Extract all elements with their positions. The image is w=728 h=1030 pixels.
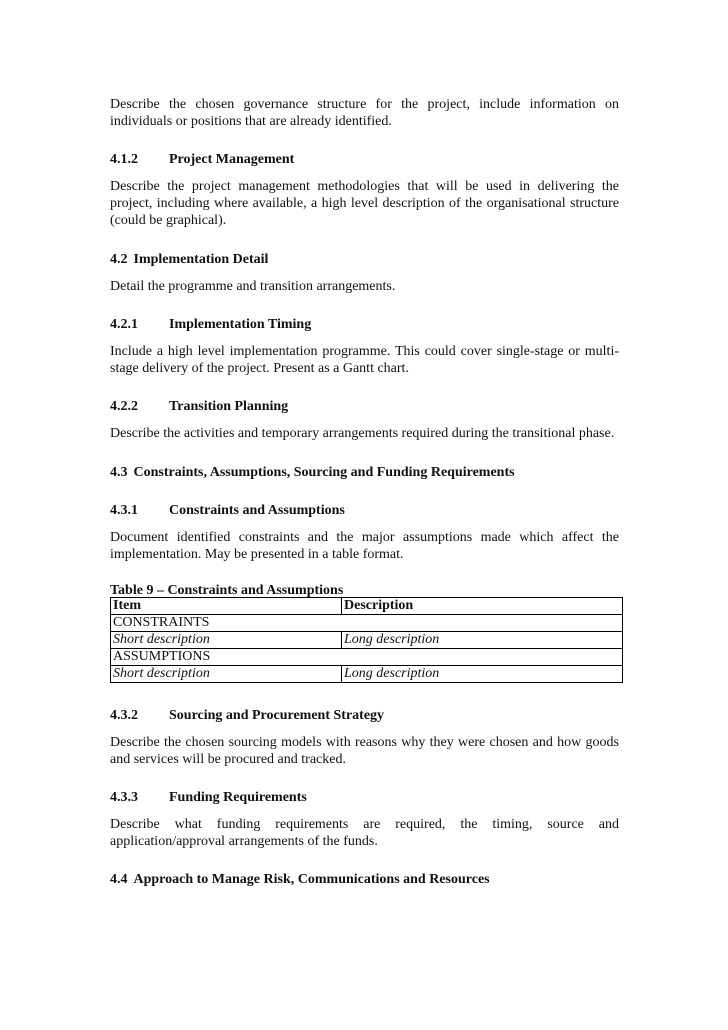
heading-title: Funding Requirements — [169, 790, 307, 805]
heading-title: Transition Planning — [169, 399, 289, 414]
heading-4-2 — [110, 251, 619, 268]
heading-number: 4.1.2 — [110, 152, 138, 167]
heading-4-4 — [110, 871, 619, 888]
table-cell-item: Short description — [111, 632, 342, 649]
group-label-assumptions: ASSUMPTIONS — [111, 649, 623, 666]
table-cell-description: Long description — [342, 632, 623, 649]
column-header-description: Description — [342, 598, 623, 615]
table-group-row — [111, 615, 623, 632]
heading-4-3 — [110, 464, 619, 481]
heading-number: 4.3.2 — [110, 708, 138, 723]
heading-4-1-2 — [110, 151, 619, 168]
paragraph-4-2-1: Include a high level implementation programme. This could cover single-stage or multi-stage delivery of the project. Present as a Gantt chart. — [110, 344, 619, 376]
heading-number: 4.3.1 — [110, 503, 138, 518]
paragraph-4-1-2: Describe the project management methodologies that will be used in delivering the project, including where available, a high level description of the organisational structure (could be graphical). — [110, 179, 619, 228]
paragraph-4-3-3: Describe what funding requirements are required, the timing, source and application/approval arrangements of the funds. — [110, 817, 619, 849]
heading-number: 4.4 — [110, 872, 128, 887]
heading-title: Constraints, Assumptions, Sourcing and Funding Requirements — [133, 465, 515, 480]
heading-title: Sourcing and Procurement Strategy — [169, 708, 385, 723]
document-page — [110, 96, 619, 888]
paragraph-4-2: Detail the programme and transition arrangements. — [110, 279, 396, 294]
intro-paragraph: Describe the chosen governance structure for the project, include information on individuals or positions that are already identified. — [110, 97, 619, 129]
constraints-table — [110, 597, 623, 683]
table-row — [111, 632, 623, 649]
table-caption: Table 9 – Constraints and Assumptions — [110, 583, 344, 598]
paragraph-4-3-2: Describe the chosen sourcing models with reasons why they were chosen and how goods and services will be procured and tracked. — [110, 735, 619, 767]
heading-4-3-1 — [110, 502, 619, 519]
column-header-item: Item — [111, 598, 342, 615]
heading-4-3-3 — [110, 789, 619, 806]
heading-number: 4.2 — [110, 252, 128, 267]
heading-title: Constraints and Assumptions — [169, 503, 345, 518]
paragraph-4-2-2: Describe the activities and temporary arrangements required during the transitional phase. — [110, 426, 615, 441]
group-label-constraints: CONSTRAINTS — [111, 615, 623, 632]
heading-4-3-2 — [110, 707, 619, 724]
heading-number: 4.2.1 — [110, 317, 138, 332]
table-cell-item: Short description — [111, 666, 342, 683]
table-group-row — [111, 649, 623, 666]
heading-number: 4.3 — [110, 465, 128, 480]
heading-title: Project Management — [169, 152, 295, 167]
heading-title: Approach to Manage Risk, Communications and Resources — [133, 872, 490, 887]
heading-4-2-2 — [110, 398, 619, 415]
heading-4-2-1 — [110, 316, 619, 333]
table-row — [111, 666, 623, 683]
table-header-row — [111, 598, 623, 615]
heading-number: 4.2.2 — [110, 399, 138, 414]
paragraph-4-3-1: Document identified constraints and the major assumptions made which affect the implementation. May be presented in a table format. — [110, 530, 619, 562]
heading-title: Implementation Timing — [169, 317, 312, 332]
table-cell-description: Long description — [342, 666, 623, 683]
heading-number: 4.3.3 — [110, 790, 138, 805]
heading-title: Implementation Detail — [133, 252, 269, 267]
